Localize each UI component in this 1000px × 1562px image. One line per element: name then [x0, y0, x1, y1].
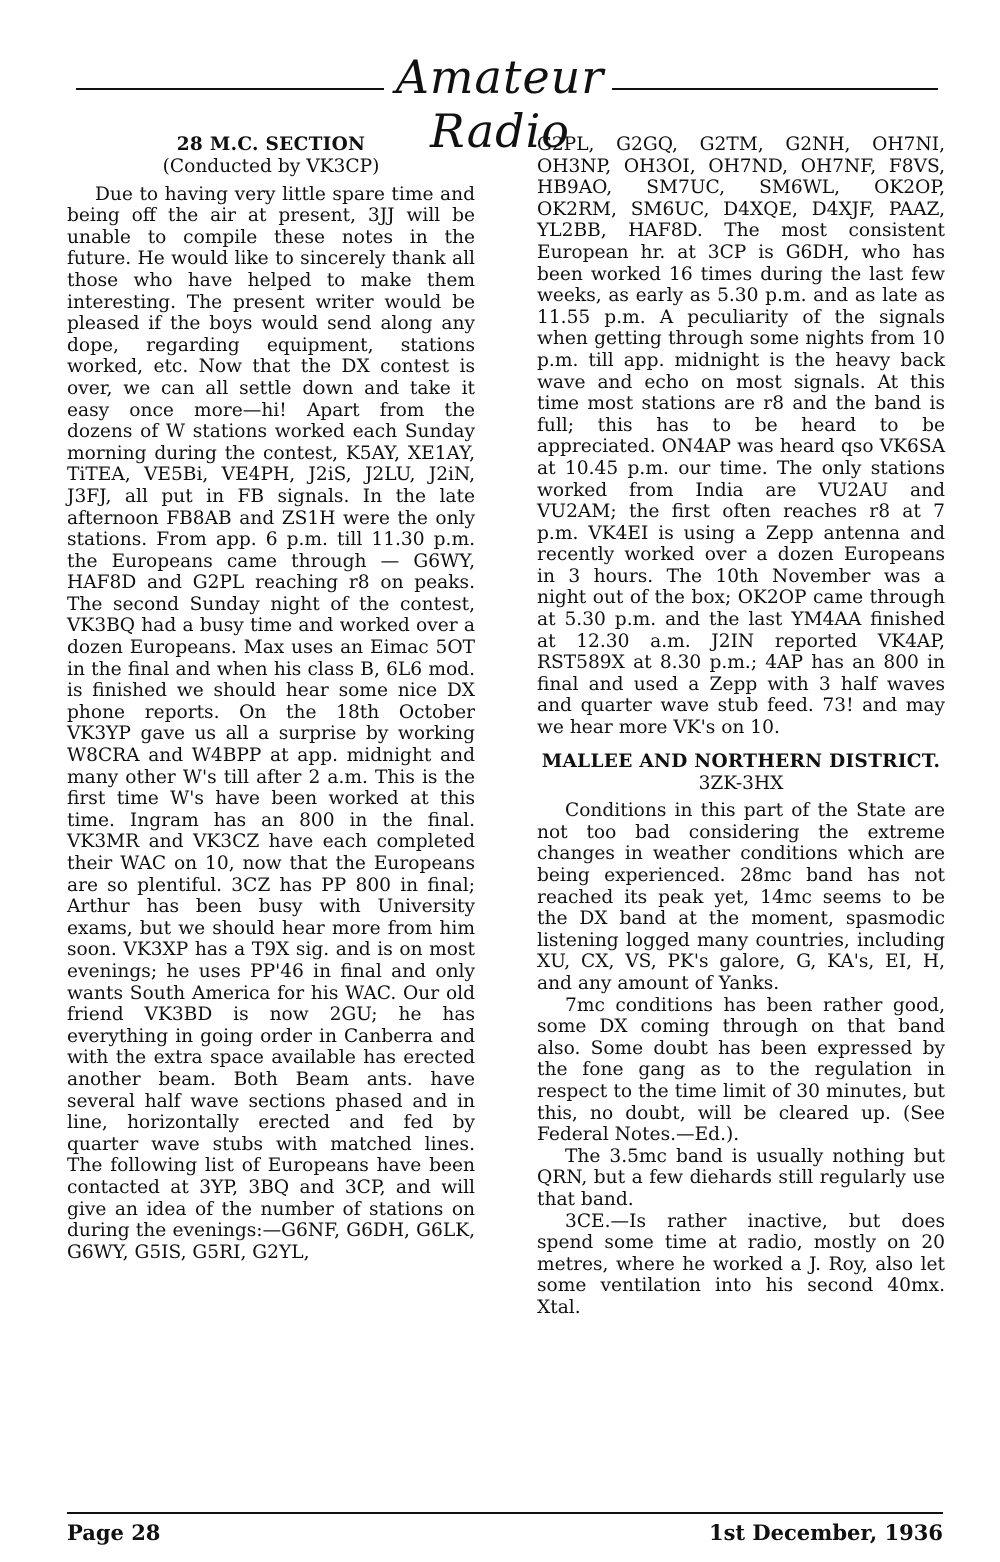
- masthead-rule-right: [612, 88, 938, 90]
- article-continuation-28mc: G2PL, G2GQ, G2TM, G2NH, OH7NI, OH3NP, OH3OI, OH7ND, OH7NF, F8VS, HB9AO, SM7UC, SM6WL, OK2OP, OK2RM, SM6UC, D4XQE, D4XJF, PAAZ, YL2BB, HAF8D. The most consistent European hr. at 3CP is G6DH, who has been worked 16 times during the last few weeks, as early as 5.30 p.m. and as late as 11.55 p.m. A peculiarity of the signals when getting through some nights from 10 p.m. till app. midnight is the heavy back wave and echo on most signals. At this time most stations are r8 and the band is full; this has to be heard to be appreciated. ON4AP was heard qso VK6SA at 10.45 p.m. our time. The only stations worked from India are VU2AU and VU2AM; the first often reaches r8 at 7 p.m. VK4EI is using a Zepp antenna and recently worked over a dozen Europeans in 3 hours. The 10th November was a night out of the box; OK2OP came through at 5.30 p.m. and the last YM4AA finished at 12.30 a.m. J2IN reported VK4AP, RST589X at 8.30 p.m.; 4AP has an 800 in final and used a Zepp with 3 half waves and quarter wave stub feed. 73! and may we hear more VK's on 10.: [537, 134, 945, 739]
- mallee-paragraph: The 3.5mc band is usually nothing but QRN, but a few diehards still regularly use that band.: [537, 1145, 945, 1210]
- mallee-paragraph: Conditions in this part of the State are not too bad considering the extreme changes in weather conditions which are being experienced. 28mc band has not reached its peak yet, 14mc seems to be the DX band at the moment, spasmodic listening logged many countries, including XU, CX, VS, PK's galore, G, KA's, EI, H, and any amount of Yanks.: [537, 800, 945, 994]
- page-number: Page 28: [67, 1520, 161, 1545]
- issue-date: 1st December, 1936: [708, 1520, 943, 1545]
- section-subheading-mallee: 3ZK-3HX: [698, 772, 784, 794]
- left-column: [67, 134, 475, 1263]
- masthead-rule-left: [76, 88, 384, 90]
- section-heading-28mc: 28 M.C. SECTION: [176, 134, 366, 155]
- masthead-title: Amateur Radio: [395, 50, 605, 158]
- section-subheading-conductor: (Conducted by VK3CP): [162, 156, 380, 177]
- article-body-28mc: Due to having very little spare time and being off the air at present, 3JJ will be unable to compile these notes in the future. He would like to sincerely thank all those who have helped to make them interesting. The present writer would be pleased if the boys would send along any dope, regarding equipment, stations worked, etc. Now that the DX contest is over, we can all settle down and take it easy once more—hi! Apart from the dozens of W stations worked each Sunday morning during the contest, K5AY, XE1AY, TiTEA, VE5Bi, VE4PH, J2iS, J2LU, J2iN, J3FJ, all put in FB signals. In the late afternoon FB8AB and ZS1H were the only stations. From app. 6 p.m. till 11.30 p.m. the Europeans came through — G6WY, HAF8D and G2PL reaching r8 on peaks. The second Sunday night of the contest, VK3BQ had a busy time and worked over a dozen Europeans. Max uses an Eimac 5OT in the final and when his class B, 6L6 mod. is finished we should hear some nice DX phone reports. On the 18th October VK3YP gave us all a surprise by working W8CRA and W4BPP at app. midnight and many other W's till after 2 a.m. This is the first time W's have been worked at this time. Ingram has an 800 in the final. VK3MR and VK3CZ have each completed their WAC on 10, now that the Europeans are so plentiful. 3CZ has PP 800 in final; Arthur has been busy with University exams, but we should hear more from him soon. VK3XP has a T9X sig. and is on most evenings; he uses PP'46 in final and only wants South America for his WAC. Our old friend VK3BD is now 2GU; he has everything in going order in Canberra and with the extra space available has erected another beam. Both Beam ants. have several half wave sections phased and in line, horizontally erected and fed by quarter wave stubs with matched lines. The following list of Europeans have been contacted at 3YP, 3BQ and 3CP, and will give an idea of the number of stations on during the evenings:—G6NF, G6DH, G6LK, G6WY, G5IS, G5RI, G2YL,: [67, 183, 475, 1263]
- mallee-paragraph: 7mc conditions has been rather good, some DX coming through on that band also. Some doubt has been expressed by the fone gang as to the regulation in respect to the time limit of 30 minutes, but this, no doubt, will be cleared up. (See Federal Notes.—Ed.).: [537, 994, 945, 1146]
- page-footer: [67, 1512, 943, 1554]
- mallee-paragraph: 3CE.—Is rather inactive, but does spend some time at radio, mostly on 20 metres, where he worked a J. Roy, also let some ventilation into his second 40mx. Xtal.: [537, 1210, 945, 1318]
- section-heading-mallee: MALLEE AND NORTHERN DISTRICT.: [541, 750, 941, 772]
- right-column: [537, 134, 945, 1318]
